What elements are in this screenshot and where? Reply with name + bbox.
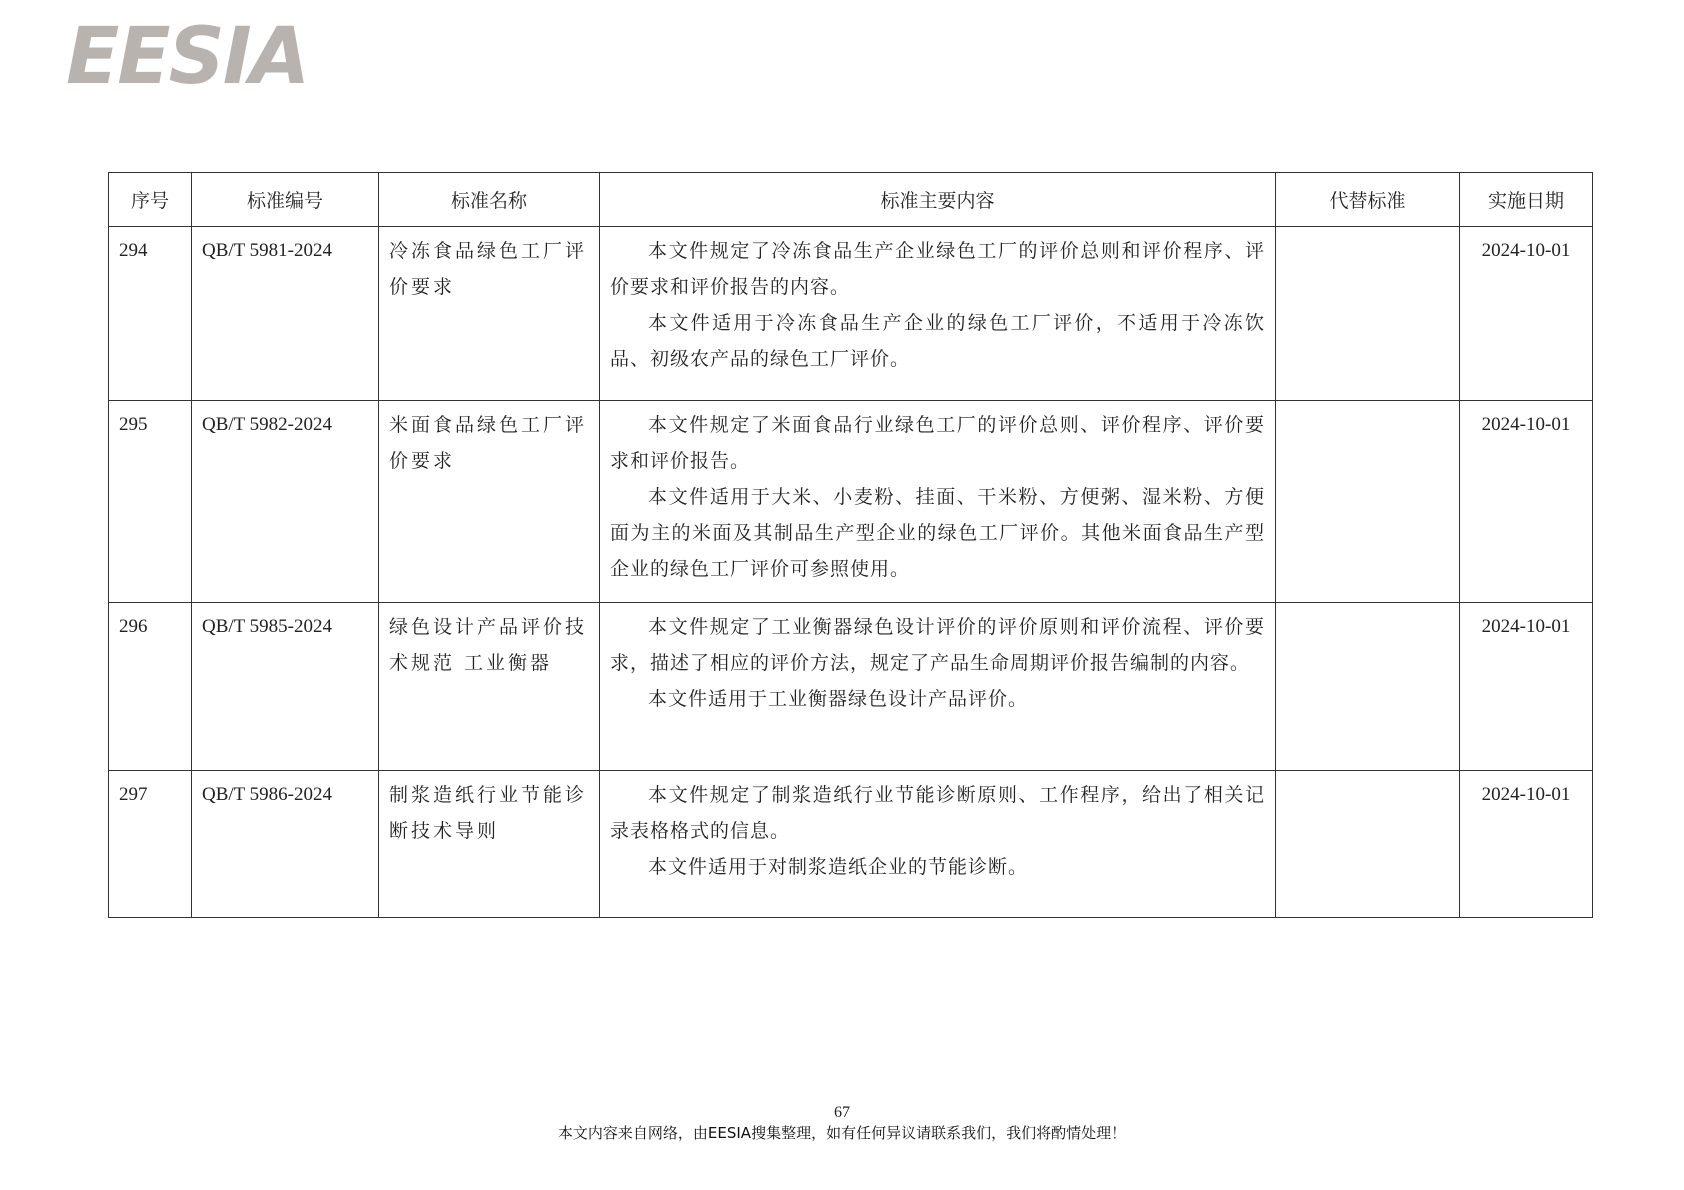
- header-serial-number: 序号: [109, 173, 192, 227]
- row-main-content: [600, 401, 1276, 603]
- row-standard-name: 冷冻食品绿色工厂评价要求: [379, 227, 600, 401]
- row-effective-date: 2024-10-01: [1460, 227, 1593, 401]
- row-replaced-standard: [1276, 227, 1460, 401]
- standards-table: [108, 172, 1593, 918]
- content-paragraph: 本文件适用于冷冻食品生产企业的绿色工厂评价，不适用于冷冻饮品、初级农产品的绿色工厂评价。: [610, 312, 1265, 370]
- row-effective-date: 2024-10-01: [1460, 771, 1593, 918]
- row-standard-name: 绿色设计产品评价技术规范 工业衡器: [379, 603, 600, 771]
- header-standard-name: 标准名称: [379, 173, 600, 227]
- content-paragraph: 本文件规定了冷冻食品生产企业绿色工厂的评价总则和评价程序、评价要求和评价报告的内容。: [610, 240, 1265, 298]
- row-main-content: [600, 603, 1276, 771]
- table-row: [109, 603, 1593, 771]
- content-paragraph: 本文件适用于工业衡器绿色设计产品评价。: [648, 688, 1029, 710]
- row-serial-number: 294: [109, 227, 192, 401]
- content-paragraph: 本文件规定了制浆造纸行业节能诊断原则、工作程序，给出了相关记录表格格式的信息。: [610, 784, 1265, 842]
- row-standard-code: QB/T 5986-2024: [192, 771, 379, 918]
- header-effective-date: 实施日期: [1460, 173, 1593, 227]
- table-row: [109, 227, 1593, 401]
- table-row: [109, 401, 1593, 603]
- header-standard-code: 标准编号: [192, 173, 379, 227]
- page-number: 67: [834, 1104, 850, 1121]
- header-main-content: 标准主要内容: [600, 173, 1276, 227]
- row-replaced-standard: [1276, 771, 1460, 918]
- content-paragraph: 本文件规定了工业衡器绿色设计评价的评价原则和评价流程、评价要求，描述了相应的评价方法，规定了产品生命周期评价报告编制的内容。: [610, 616, 1265, 674]
- row-serial-number: 296: [109, 603, 192, 771]
- row-standard-code: QB/T 5981-2024: [192, 227, 379, 401]
- row-replaced-standard: [1276, 603, 1460, 771]
- row-standard-code: QB/T 5985-2024: [192, 603, 379, 771]
- eesia-logo: EESIA: [66, 12, 309, 102]
- header-replaced-standard: 代替标准: [1276, 173, 1460, 227]
- row-effective-date: 2024-10-01: [1460, 603, 1593, 771]
- row-main-content: [600, 771, 1276, 918]
- row-main-content: [600, 227, 1276, 401]
- row-standard-name: 米面食品绿色工厂评价要求: [379, 401, 600, 603]
- row-standard-code: QB/T 5982-2024: [192, 401, 379, 603]
- content-paragraph: 本文件适用于对制浆造纸企业的节能诊断。: [648, 856, 1029, 878]
- table-header-row: [109, 173, 1593, 227]
- footer-disclaimer: 本文内容来自网络，由EESIA搜集整理，如有任何异议请联系我们，我们将酌情处理！: [557, 1124, 1127, 1142]
- row-serial-number: 297: [109, 771, 192, 918]
- table-row: [109, 771, 1593, 918]
- content-paragraph: 本文件规定了米面食品行业绿色工厂的评价总则、评价程序、评价要求和评价报告。: [610, 414, 1265, 472]
- row-serial-number: 295: [109, 401, 192, 603]
- row-standard-name: 制浆造纸行业节能诊断技术导则: [379, 771, 600, 918]
- row-replaced-standard: [1276, 401, 1460, 603]
- row-effective-date: 2024-10-01: [1460, 401, 1593, 603]
- content-paragraph: 本文件适用于大米、小麦粉、挂面、干米粉、方便粥、湿米粉、方便面为主的米面及其制品生产型企业的绿色工厂评价。其他米面食品生产型企业的绿色工厂评价可参照使用。: [610, 486, 1265, 580]
